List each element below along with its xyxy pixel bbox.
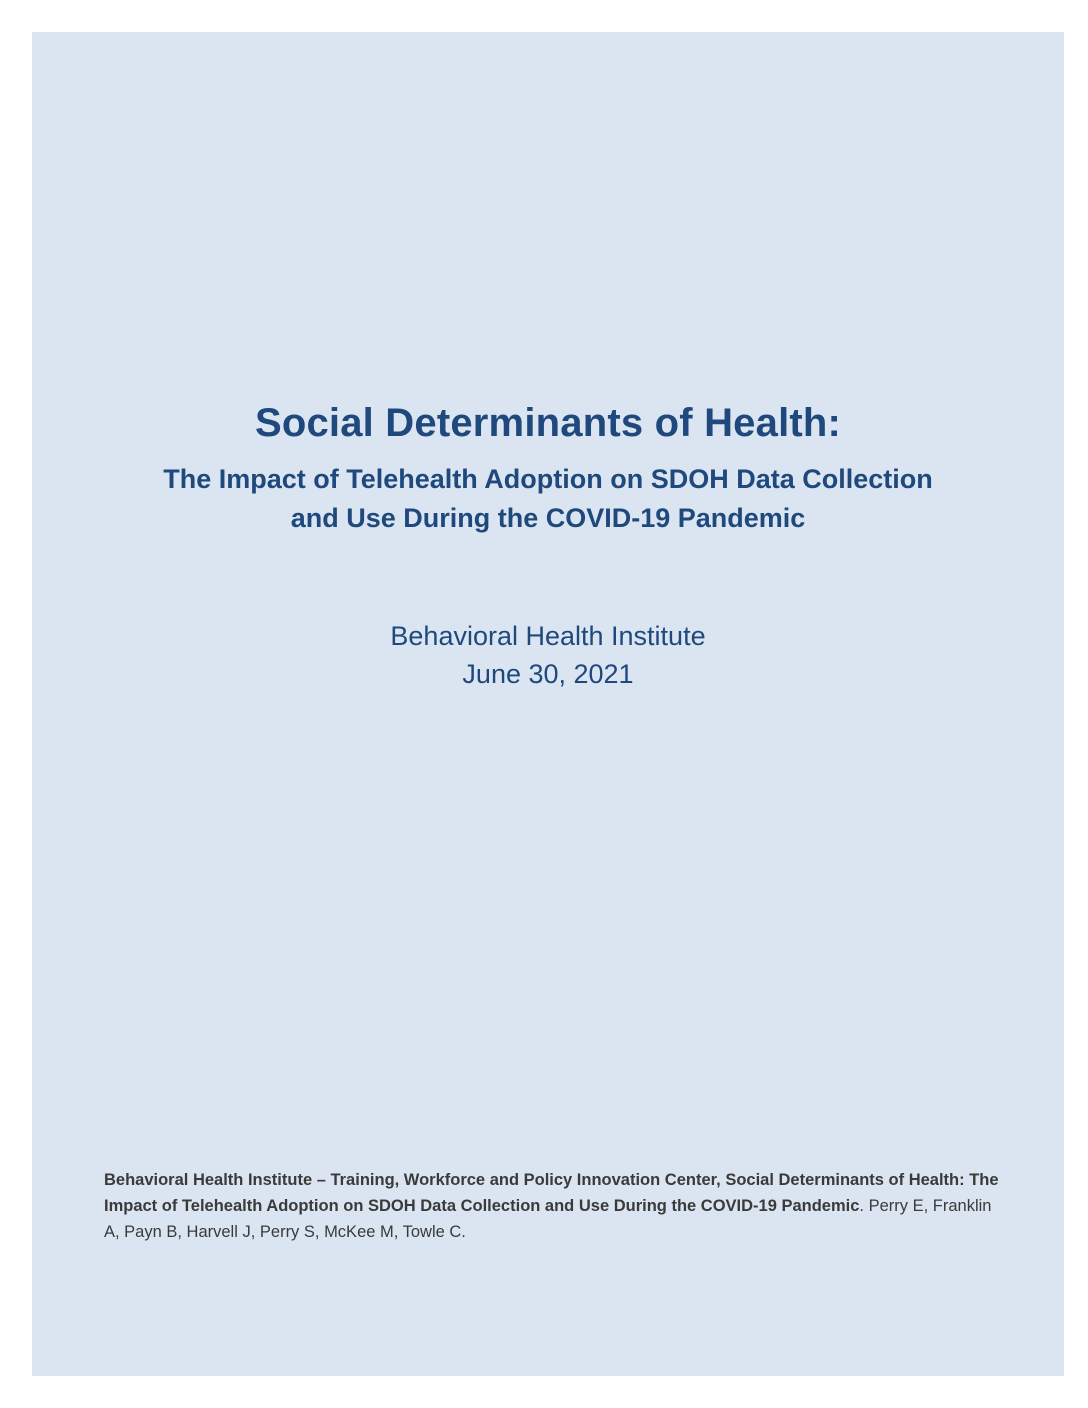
publication-date: June 30, 2021 [462, 659, 634, 689]
organization-name: Behavioral Health Institute [390, 621, 706, 651]
subtitle-line-1: The Impact of Telehealth Adoption on SDOH Data Collection [163, 464, 933, 494]
citation-title: Behavioral Health Institute – Training, Workforce and Policy Innovation Center, Social Determinants of Health: The Impact of Telehealth Adoption on SDOH Data Collection and Use During the COVID-19 Pandemic [104, 1171, 999, 1215]
author-block [32, 617, 1064, 693]
document-subtitle [118, 460, 978, 538]
document-title: Social Determinants of Health: [254, 401, 842, 445]
citation [104, 1167, 1004, 1245]
citation-authors: Perry E, Franklin A, Payn B, Harvell J, Perry S, McKee M, Towle C. [104, 1197, 992, 1241]
subtitle-line-2: and Use During the COVID-19 Pandemic [290, 503, 806, 533]
title-block [32, 394, 1064, 538]
cover-page [32, 32, 1064, 1376]
citation-period: . [859, 1197, 865, 1215]
